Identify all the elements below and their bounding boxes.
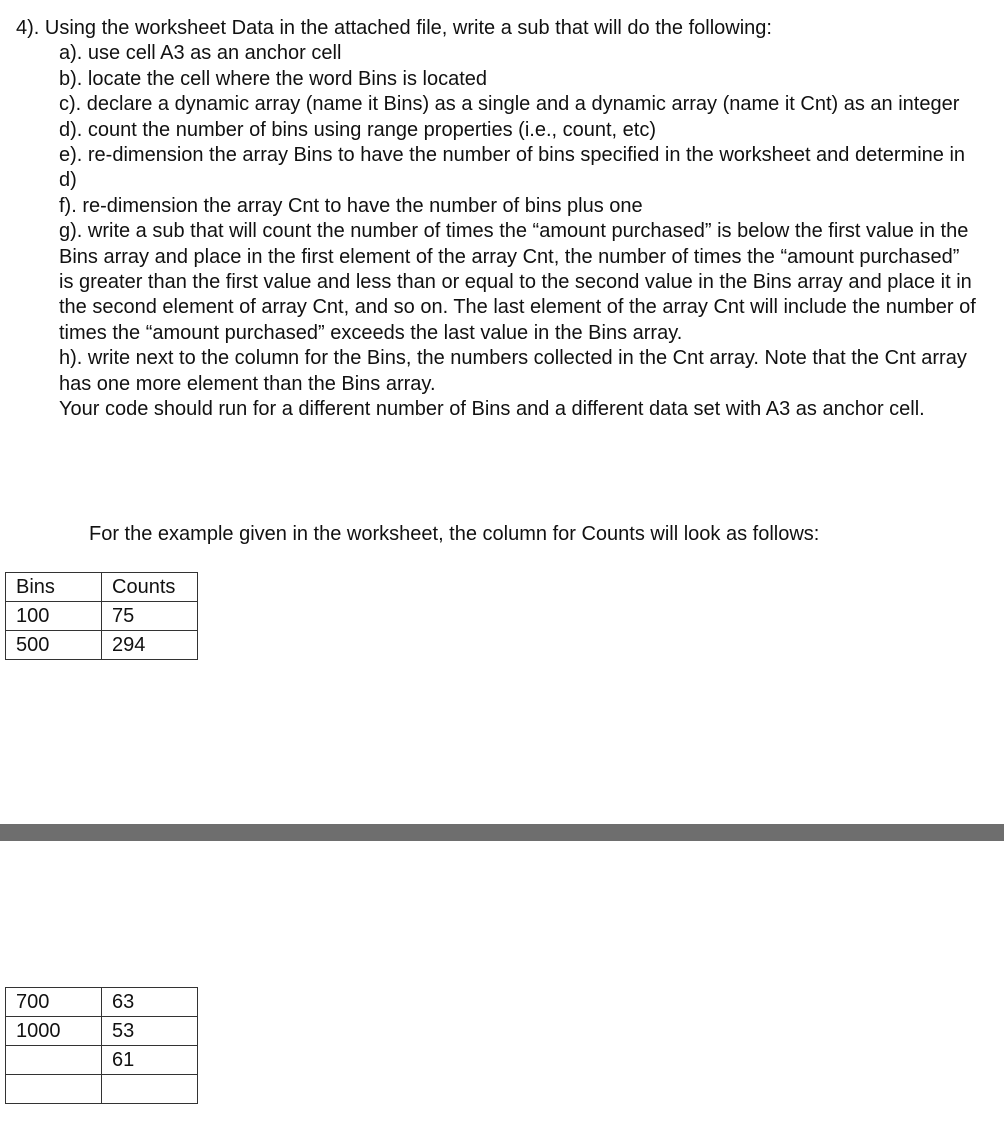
counts-table-top — [5, 572, 198, 660]
bins-cell: 100 — [6, 602, 102, 631]
counts-cell: 75 — [102, 602, 198, 631]
counts-cell: 61 — [102, 1046, 198, 1075]
counts-cell: 63 — [102, 988, 198, 1017]
instruction-item-a: a). use cell A3 as an anchor cell — [59, 42, 342, 65]
instruction-item-e: e). re-dimension the array Bins to have the number of bins specified in the worksheet and determine in d) — [59, 144, 966, 192]
instruction-item-g: g). write a sub that will count the number of times the “amount purchased” is below the first value in the Bins array and place in the first element of the array Cnt, the number of times the “amount purchased” is greater than the first value and less than or equal to the second value in the Bins array and place it in the second element of array Cnt, and so on. The last element of the array Cnt will include the number of times the “amount purchased” exceeds the last value in the Bins array. — [59, 220, 976, 344]
instruction-item-f: f). re-dimension the array Cnt to have the number of bins plus one — [59, 194, 643, 217]
bins-cell: 500 — [6, 631, 102, 660]
table-row — [6, 602, 198, 631]
question-block — [16, 16, 976, 423]
question-title: 4). Using the worksheet Data in the attached file, write a sub that will do the following: — [16, 17, 772, 39]
table-header-row — [6, 573, 198, 602]
table-row — [6, 1075, 198, 1104]
counts-cell: 294 — [102, 631, 198, 660]
counts-cell — [102, 1075, 198, 1104]
instruction-item-d: d). count the number of bins using range properties (i.e., count, etc) — [59, 118, 656, 141]
page-divider-bar — [0, 824, 1004, 841]
header-bins: Bins — [6, 573, 102, 602]
instruction-item-b: b). locate the cell where the word Bins is located — [59, 67, 487, 90]
counts-table-bottom — [5, 987, 198, 1104]
table-row — [6, 631, 198, 660]
bins-cell: 1000 — [6, 1017, 102, 1046]
bins-cell — [6, 1075, 102, 1104]
counts-cell: 53 — [102, 1017, 198, 1046]
table-row — [6, 1046, 198, 1075]
header-counts: Counts — [102, 573, 198, 602]
table-row — [6, 1017, 198, 1046]
instruction-item-h: h). write next to the column for the Bins, the numbers collected in the Cnt array. Note that the Cnt array has one more element than the Bins array. — [59, 347, 967, 395]
closing-note: Your code should run for a different number of Bins and a different data set with A3 as anchor cell. — [59, 398, 925, 421]
bins-cell: 700 — [6, 988, 102, 1017]
example-intro: For the example given in the worksheet, the column for Counts will look as follows: — [89, 523, 820, 545]
bins-cell — [6, 1046, 102, 1075]
table-row — [6, 988, 198, 1017]
instruction-item-c: c). declare a dynamic array (name it Bins) as a single and a dynamic array (name it Cnt) as an integer — [59, 93, 960, 116]
instruction-list — [16, 41, 976, 397]
